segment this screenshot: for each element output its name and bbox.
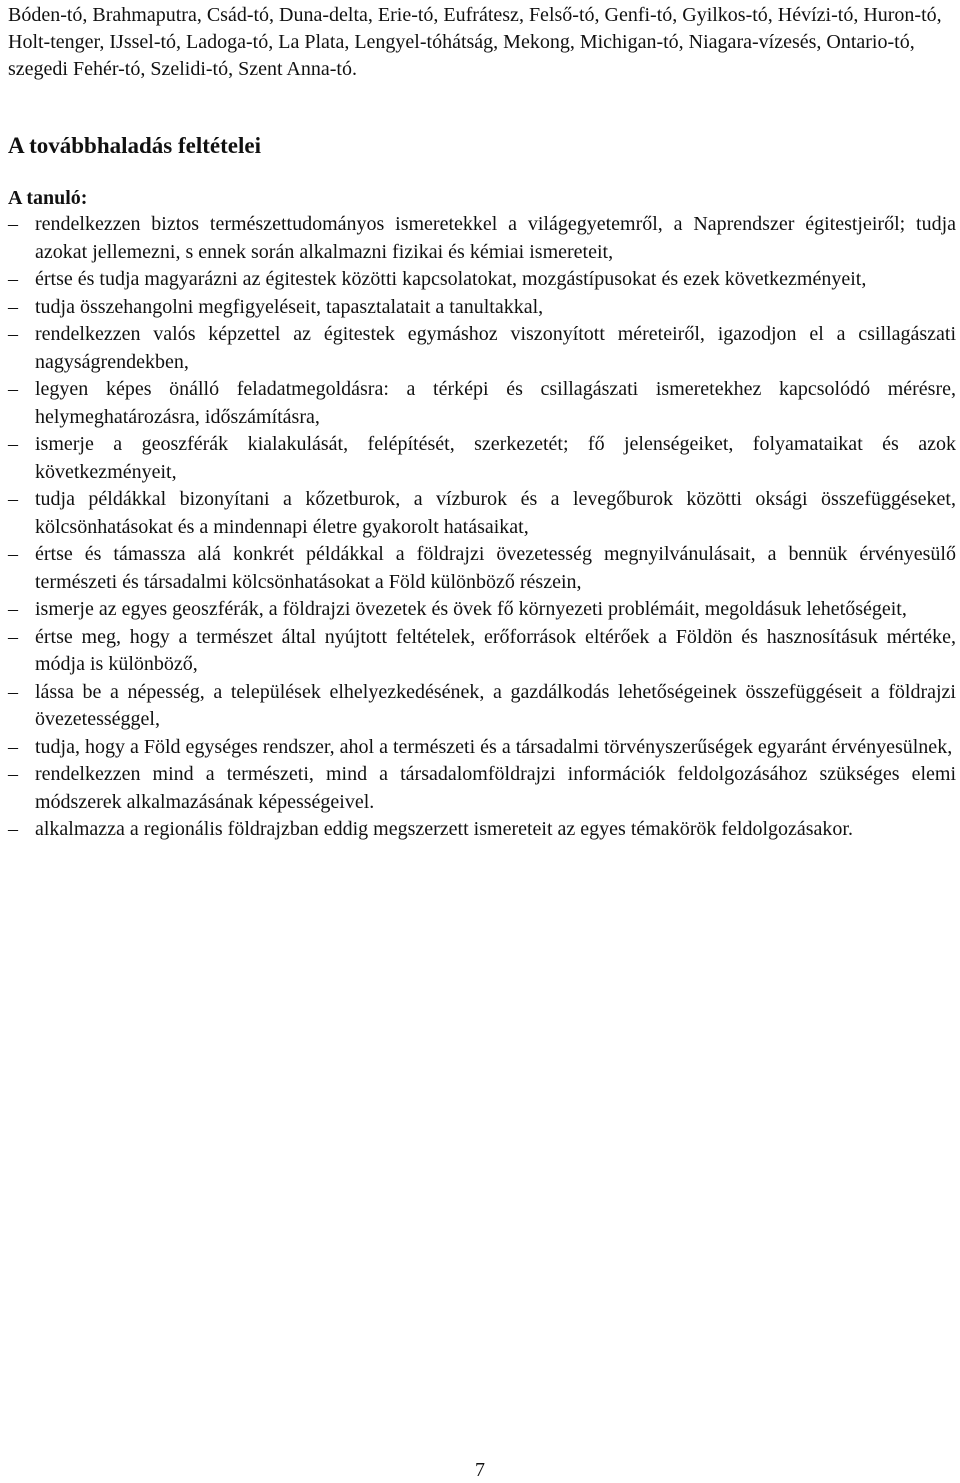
dash-bullet: –: [8, 323, 18, 345]
dash-bullet: –: [8, 735, 18, 758]
list-item-text: értse és támassza alá konkrét példákkal a földrajzi övezetesség megnyilvánulásait, a bennük érvényesülő természeti és társadalmi kölcsönhatásokat a Föld különböző részein,: [35, 543, 956, 593]
list-item: [8, 761, 956, 816]
list-item: [8, 624, 956, 679]
section-subheading: A tanuló:: [8, 187, 88, 209]
list-item: [8, 211, 956, 266]
list-item-text: értse meg, hogy a természet által nyújtott feltételek, erőforrások eltérőek a Földön és hasznosításuk mértéke, módja is különböző,: [35, 625, 956, 675]
dash-bullet: –: [8, 433, 18, 455]
dash-bullet: –: [8, 680, 18, 703]
list-item-text: tudja összehangolni megfigyeléseit, tapasztalatait a tanultakkal,: [35, 295, 544, 318]
intro-paragraph: Bóden-tó, Brahmaputra, Csád-tó, Duna-delta, Erie-tó, Eufrátesz, Felső-tó, Genfi-tó, Gyilkos-tó, Hévízi-tó, Huron-tó, Holt-tenger, IJssel-tó, Ladoga-tó, La Plata, Lengyel-tóhátság, Mekong, Michigan-tó, Niagara-vízesés, Ontario-tó, szegedi Fehér-tó, Szelidi-tó, Szent Anna-tó.: [8, 4, 942, 80]
list-item-text: ismerje a geoszférák kialakulását, felépítését, szerkezetét; fő jelenségeiket, folyamataikat és azok következményeit,: [35, 433, 956, 483]
list-item-text: alkalmazza a regionális földrajzban eddig megszerzett ismereteit az egyes témakörök feldolgozásakor.: [35, 818, 853, 840]
list-item: [8, 294, 956, 322]
dash-bullet: –: [8, 213, 18, 235]
list-item: [8, 679, 956, 734]
dash-bullet: –: [8, 598, 18, 620]
list-item: [8, 321, 956, 376]
document-page: [8, 0, 956, 840]
list-item-text: ismerje az egyes geoszférák, a földrajzi övezetek és övek fő környezeti problémáit, megoldásuk lehetőségeit,: [35, 598, 907, 620]
list-item-text: rendelkezzen valós képzettel az égitestek egymáshoz viszonyított méreteiről, igazodjon el a csillagászati nagyságrendekben,: [35, 323, 956, 373]
dash-bullet: –: [8, 295, 18, 318]
list-item-text: lássa be a népesség, a települések elhelyezkedésének, a gazdálkodás lehetőségeinek összefüggéseit a földrajzi övezetességgel,: [35, 680, 956, 730]
list-item: [8, 266, 956, 294]
dash-bullet: –: [8, 268, 18, 290]
dash-bullet: –: [8, 818, 18, 840]
list-item-text: rendelkezzen biztos természettudományos ismeretekkel a világegyetemről, a Naprendszer égitestjeiről; tudja azokat jellemezni, s ennek során alkalmazni fizikai és kémiai ismereteit,: [35, 213, 956, 263]
list-item: [8, 486, 956, 541]
dash-bullet: –: [8, 488, 18, 510]
list-item-text: tudja, hogy a Föld egységes rendszer, ahol a természeti és a társadalmi törvényszerűségek egyaránt érvényesülnek,: [35, 735, 953, 758]
list-item: [8, 816, 956, 844]
list-item-text: értse és tudja magyarázni az égitestek közötti kapcsolatokat, mozgástípusokat és ezek következményeit,: [35, 268, 867, 290]
list-item: [8, 541, 956, 596]
list-item-text: rendelkezzen mind a természeti, mind a társadalomföldrajzi információk feldolgozásához szükséges elemi módszerek alkalmazásának képességeivel.: [35, 763, 956, 813]
list-item: [8, 376, 956, 431]
list-item-text: tudja példákkal bizonyítani a kőzetburok, a vízburok és a levegőburok közötti oksági összefüggéseket, kölcsönhatásokat és a mindennapi életre gyakorolt hatásaikat,: [35, 488, 956, 538]
list-item-text: legyen képes önálló feladatmegoldásra: a térképi és csillagászati ismeretekhez kapcsolódó mérésre, helymeghatározásra, időszámításra,: [35, 378, 956, 428]
page-number: 7: [475, 1459, 485, 1481]
requirements-list: [8, 211, 956, 844]
dash-bullet: –: [8, 763, 18, 785]
dash-bullet: –: [8, 543, 18, 565]
list-item: [8, 734, 956, 762]
dash-bullet: –: [8, 625, 18, 648]
list-item: [8, 596, 956, 624]
section-heading: A továbbhaladás feltételei: [8, 133, 261, 158]
dash-bullet: –: [8, 378, 18, 400]
list-item: [8, 431, 956, 486]
